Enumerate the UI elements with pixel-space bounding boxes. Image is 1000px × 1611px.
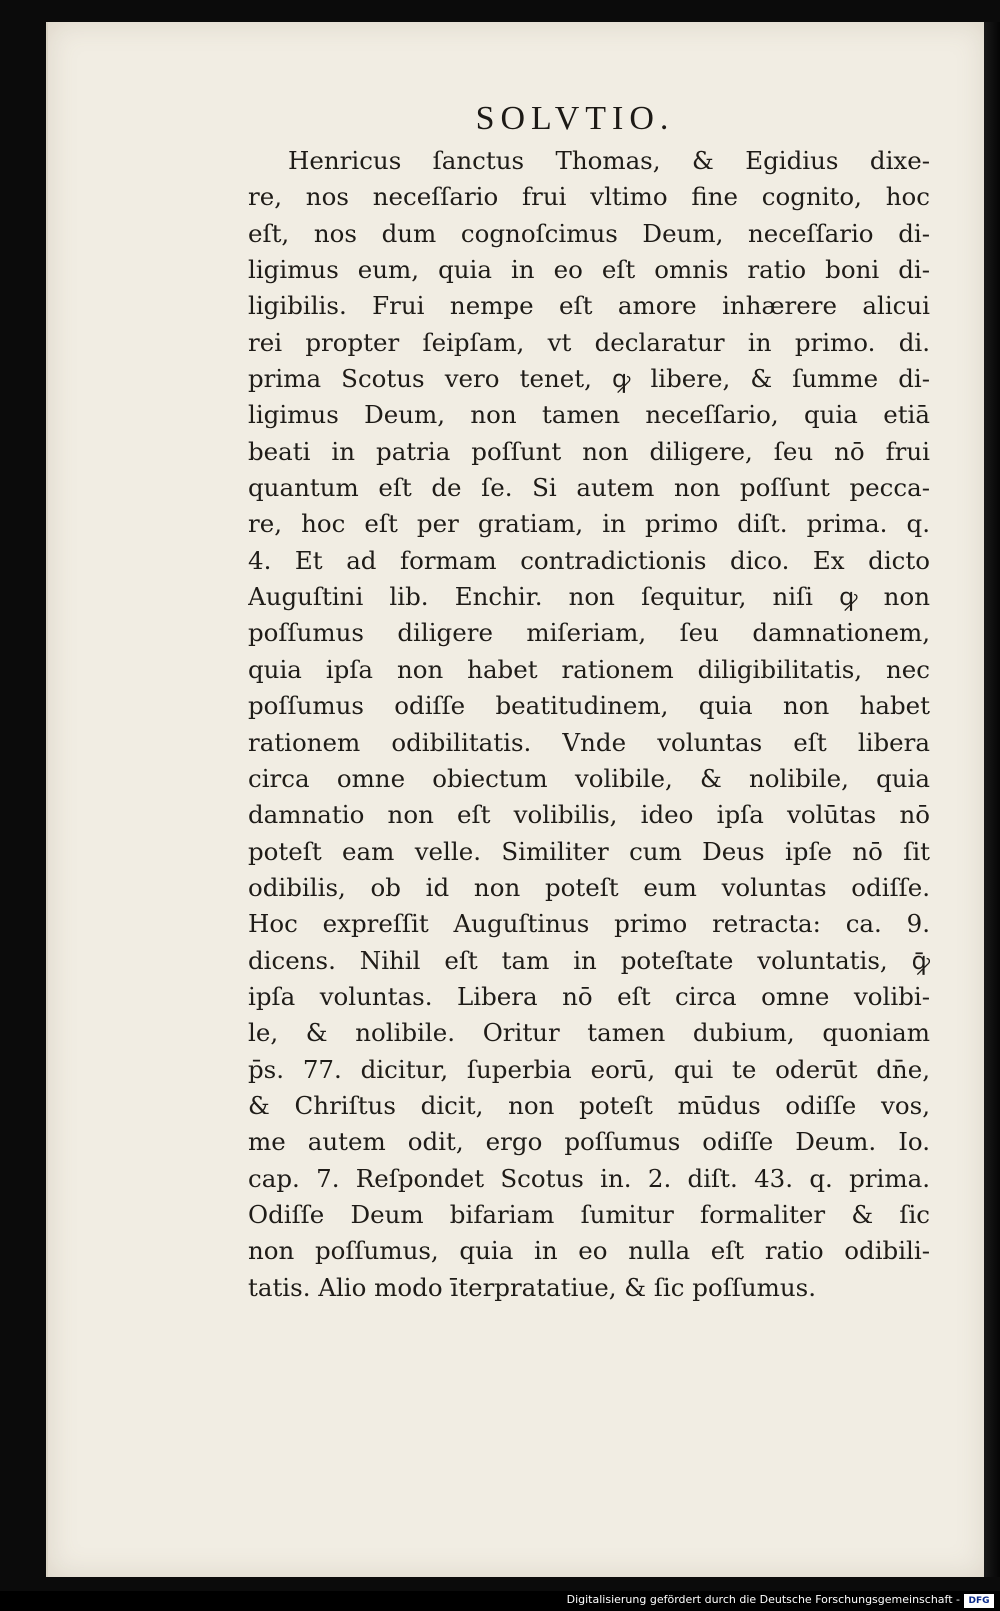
text-line: Henricus ſanctus Thomas, & Egidius dixe- [288, 146, 930, 175]
text-line: quia ipſa non habet rationem diligibilitatis, nec [248, 654, 930, 684]
body-text-block [248, 143, 930, 1306]
text-line: cap. 7. Reſpondet Scotus in. 2. diſt. 43. q. prima. [248, 1163, 930, 1193]
text-line: re, hoc eſt per gratiam, in primo diſt. prima. q. [248, 509, 930, 539]
text-line: ipſa voluntas. Libera nō eſt circa omne volibi- [248, 981, 930, 1011]
text-line: ligibilis. Frui nempe eſt amore inhærere alicui [248, 291, 930, 321]
digitization-footer [0, 1591, 1000, 1611]
text-line: ligimus eum, quia in eo eſt omnis ratio boni di- [248, 255, 930, 285]
text-line: dicens. Nihil eſt tam in poteſtate voluntatis, ꝙ̄ [248, 945, 930, 975]
text-line: Auguſtini lib. Enchir. non ſequitur, niſi ꝙ non [248, 582, 930, 612]
text-line: damnatio non eſt volibilis, ideo ipſa volūtas nō [248, 800, 930, 830]
text-line: beati in patria poſſunt non diligere, ſeu nō frui [248, 436, 930, 466]
text-line: 4. Et ad formam contradictionis dico. Ex dicto [248, 545, 930, 575]
text-line: tatis. Alio modo īterpratatiue, & ſic poſſumus. [248, 1272, 816, 1302]
text-line: & Chriſtus dicit, non poteſt mūdus odiſſe vos, [248, 1090, 930, 1120]
text-line: me autem odit, ergo poſſumus odiſſe Deum. Io. [248, 1127, 930, 1157]
text-line: ligimus Deum, non tamen neceſſario, quia etiā [248, 400, 930, 430]
text-line: rei propter ſeipſam, vt declaratur in primo. di. [248, 327, 930, 357]
text-line: odibilis, ob id non poteſt eum voluntas odiſſe. [248, 872, 930, 902]
page-edge-shadow [984, 22, 1000, 1577]
dfg-logo-icon: DFG [964, 1594, 994, 1608]
text-line: re, nos neceſſario frui vltimo fine cognito, hoc [248, 182, 930, 212]
text-line: Hoc expreſſit Auguſtinus primo retracta: ca. 9. [248, 909, 930, 939]
text-line: rationem odibilitatis. Vnde voluntas eſt libera [248, 727, 930, 757]
text-line: le, & nolibile. Oritur tamen dubium, quoniam [248, 1018, 930, 1048]
text-line: poſſumus diligere miſeriam, ſeu damnationem, [248, 618, 930, 648]
text-line: p̄s. 77. dicitur, ſuperbia eorū, qui te oderūt dn̄e, [248, 1054, 930, 1084]
text-line: poteſt eam velle. Similiter cum Deus ipſe nō ſit [248, 836, 930, 866]
text-line: circa omne obiectum volibile, & nolibile, quia [248, 763, 930, 793]
text-line: quantum eſt de ſe. Si autem non poſſunt pecca- [248, 473, 930, 503]
text-line: Odiſſe Deum bifariam ſumitur formaliter & ſic [248, 1199, 930, 1229]
text-line: non poſſumus, quia in eo nulla eſt ratio odibili- [248, 1236, 930, 1266]
funding-credit: Digitalisierung gefördert durch die Deutsche Forschungsgemeinschaft - [566, 1593, 960, 1606]
section-heading: SOLVTIO. [475, 100, 675, 137]
text-line: poſſumus odiſſe beatitudinem, quia non habet [248, 691, 930, 721]
text-line: prima Scotus vero tenet, ꝙ libere, & ſumme di- [248, 364, 930, 394]
text-line: eſt, nos dum cognoſcimus Deum, neceſſario di- [248, 218, 930, 248]
